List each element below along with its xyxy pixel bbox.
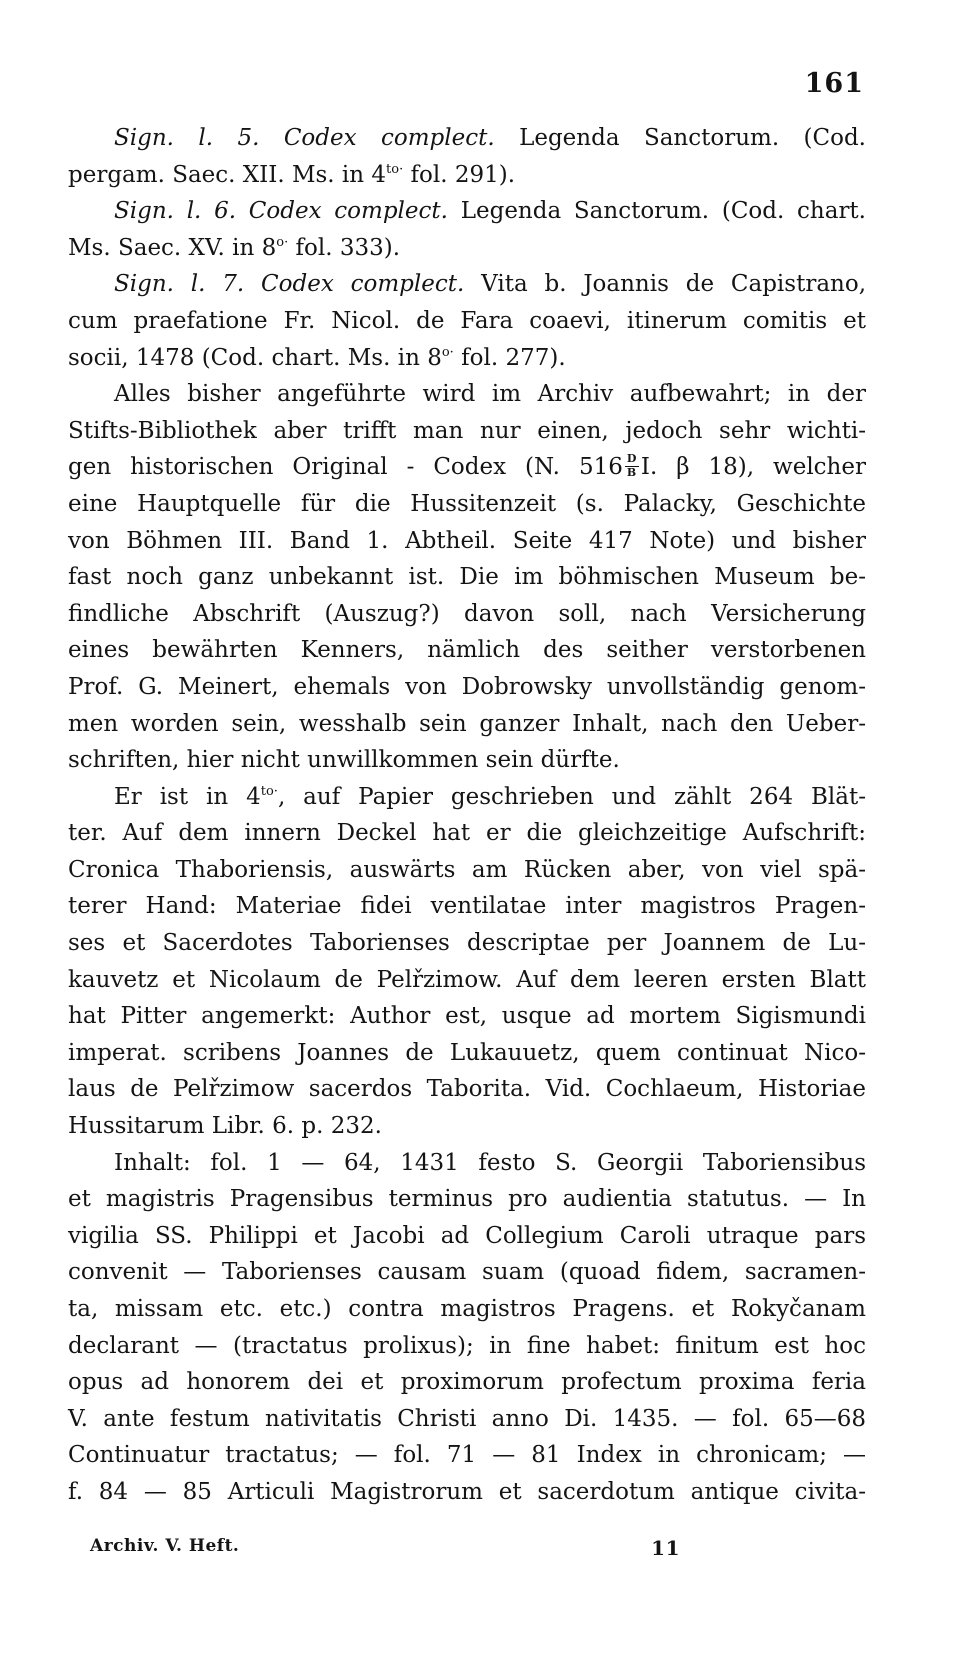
paragraph-line: kauvetz et Nicolaum de Pelřzimow. Auf dem leeren ersten Blatt <box>68 966 866 993</box>
text-run: fol. 291). <box>403 161 516 188</box>
text-run: gen historischen Original - Codex (N. 516 <box>68 454 623 481</box>
paragraph-line: f. 84 — 85 Articuli Magistrorum et sacerdotum antique civita- <box>68 1478 866 1505</box>
paragraph-line <box>68 449 866 486</box>
entry-line <box>68 230 866 267</box>
text-run: , auf Papier geschrieben und zählt 264 Blät- <box>277 783 866 810</box>
codex-label: Codex complect. <box>259 125 495 151</box>
signature-mark: Archiv. V. Heft. <box>90 1536 240 1556</box>
paragraph-line: Alles bisher angeführte wird im Archiv aufbewahrt; in der <box>114 381 866 408</box>
entry-line <box>68 266 866 303</box>
gathering-number: 11 <box>651 1536 680 1560</box>
paragraph-line: eines bewährten Kenners, nämlich des seither verstorbenen <box>68 637 866 664</box>
text-run: Vita b. Joannis de Capistrano, <box>464 271 867 298</box>
paragraph-line: laus de Pelřzimow sacerdos Taborita. Vid. Cochlaeum, Historiae <box>68 1076 866 1103</box>
text-run: Ms. Saec. XV. in 8 <box>68 234 277 261</box>
body-text <box>68 120 866 1511</box>
fraction-denominator: B <box>626 466 637 480</box>
paragraph-line: Inhalt: fol. 1 — 64, 1431 festo S. Georgii Taboriensibus <box>114 1149 866 1176</box>
text-run: socii, 1478 (Cod. chart. Ms. in 8 <box>68 344 442 371</box>
codex-label: Codex complect. <box>236 198 448 225</box>
superscript: to· <box>386 161 404 177</box>
entry-line <box>68 120 866 157</box>
entry-line <box>68 157 866 194</box>
superscript: to· <box>260 783 278 799</box>
page-number: 161 <box>804 68 864 99</box>
paragraph-line: ta, missam etc. etc.) contra magistros Pragens. et Rokyčanam <box>68 1296 866 1322</box>
entry-line <box>68 340 866 377</box>
entry-line: cum praefatione Fr. Nicol. de Fara coaevi, itinerum comitis et <box>68 307 866 334</box>
paragraph-line: eine Hauptquelle für die Hussitenzeit (s. Palacky, Geschichte <box>68 490 866 517</box>
paragraph-line: terer Hand: Materiae fidei ventilatae inter magistros Pragen- <box>68 893 866 920</box>
paragraph-line: fast noch ganz unbekannt ist. Die im böhmischen Museum be- <box>68 564 866 591</box>
paragraph-line: Continuatur tractatus; — fol. 71 — 81 Index in chronicam; — <box>68 1442 866 1469</box>
paragraph-line: opus ad honorem dei et proximorum profectum proxima feria <box>68 1369 866 1396</box>
paragraph-line: convenit — Taborienses causam suam (quoad fidem, sacramen- <box>68 1259 866 1286</box>
paragraph-line: et magistris Pragensibus terminus pro audientia statutus. — In <box>68 1186 866 1213</box>
paragraph-line: schriften, hier nicht unwillkommen sein dürfte. <box>68 747 620 774</box>
paragraph-line: men worden sein, wesshalb sein ganzer Inhalt, nach den Ueber- <box>68 710 866 737</box>
paragraph-line: hat Pitter angemerkt: Author est, usque ad mortem Sigismundi <box>68 1003 866 1030</box>
paragraph-line: von Böhmen III. Band 1. Abtheil. Seite 417 Note) und bisher <box>68 527 866 554</box>
superscript: o· <box>441 344 454 360</box>
signature-label: Sign. l. 7. <box>114 271 245 298</box>
paragraph-line: findliche Abschrift (Auszug?) davon soll, nach Versicherung <box>68 600 866 627</box>
text-run: fol. 277). <box>453 344 566 371</box>
signature-label: Sign. l. 6. <box>114 198 237 225</box>
paragraph-line: ter. Auf dem innern Deckel hat er die gleichzeitige Aufschrift: <box>68 820 866 847</box>
paragraph-line <box>68 779 866 816</box>
fraction-mark <box>625 452 639 480</box>
entry-line <box>68 193 866 230</box>
paragraph-line: declarant — (tractatus prolixus); in fine habet: finitum est hoc <box>68 1332 866 1359</box>
text-run: Er ist in 4 <box>114 783 261 810</box>
paragraph-line: Cronica Thaboriensis, auswärts am Rücken aber, von viel spä- <box>68 856 866 883</box>
fraction-numerator: D <box>626 452 637 466</box>
text-run: fol. 333). <box>288 234 401 261</box>
text-run: Legenda Sanctorum. (Cod. chart. <box>447 198 866 225</box>
paragraph-line: Hussitarum Libr. 6. p. 232. <box>68 1113 382 1140</box>
signature-label: Sign. l. 5. <box>114 125 260 151</box>
paragraph-line: V. ante festum nativitatis Christi anno Di. 1435. — fol. 65—68 <box>68 1405 866 1432</box>
paragraph-line: imperat. scribens Joannes de Lukauuetz, quem continuat Nico- <box>68 1039 866 1066</box>
superscript: o· <box>276 234 289 250</box>
codex-label: Codex complect. <box>244 271 465 298</box>
text-run: Legenda Sanctorum. (Cod. <box>494 125 866 151</box>
paragraph-line: Prof. G. Meinert, ehemals von Dobrowsky unvollständig genom- <box>68 673 866 700</box>
text-run: pergam. Saec. XII. Ms. in 4 <box>68 161 387 188</box>
paragraph-line: vigilia SS. Philippi et Jacobi ad Collegium Caroli utraque pars <box>68 1222 866 1249</box>
text-run: I. β 18), welcher <box>640 454 866 481</box>
paragraph-line: ses et Sacerdotes Taborienses descriptae per Joannem de Lu- <box>68 930 866 957</box>
paragraph-line: Stifts-Bibliothek aber trifft man nur einen, jedoch sehr wichti- <box>68 417 866 444</box>
